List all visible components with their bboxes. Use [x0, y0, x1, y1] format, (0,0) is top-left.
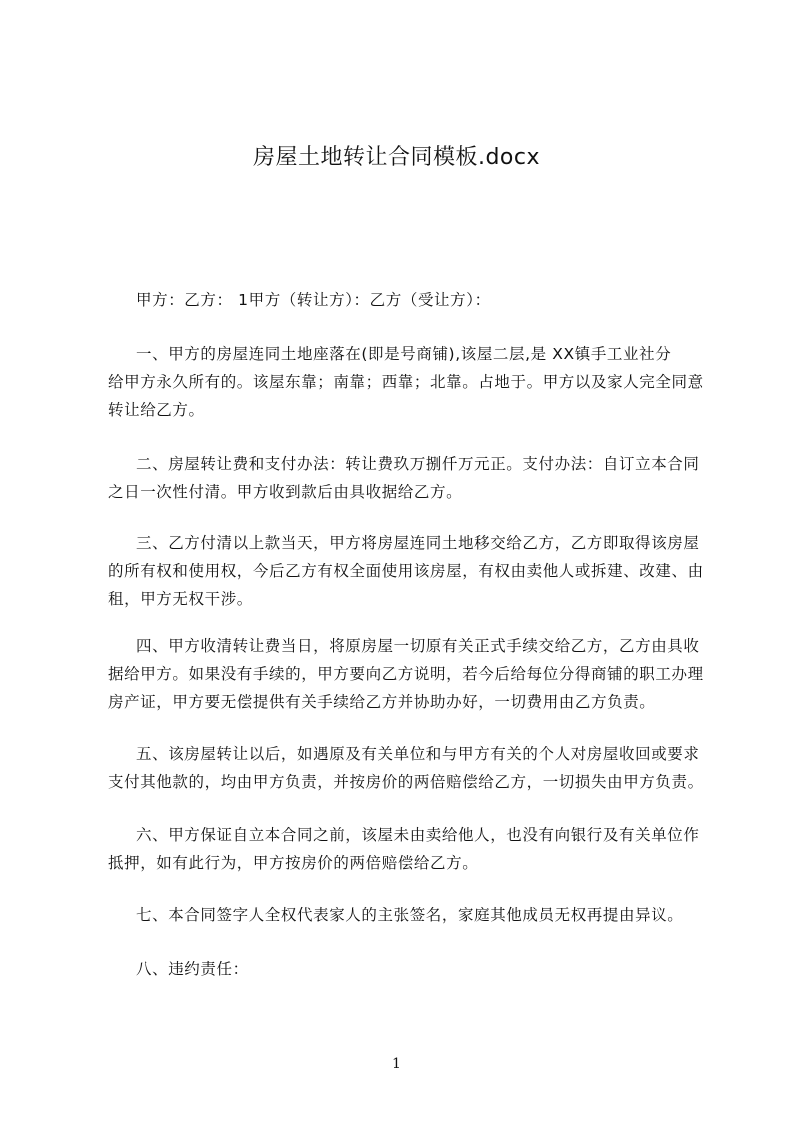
clause-line: 的所有权和使用权，今后乙方有权全面使用该房屋，有权由卖他人或拆建、改建、由 — [108, 562, 704, 580]
intro-paragraph — [108, 286, 700, 314]
intro-line: 甲方：乙方： 1甲方（转让方）：乙方（受让方）： — [136, 291, 491, 309]
clause-4 — [108, 632, 704, 716]
clause-2 — [108, 450, 700, 506]
clause-line: 之日一次性付清。甲方收到款后由具收据给乙方。 — [108, 483, 463, 501]
clause-line: 二、房屋转让费和支付办法：转让费玖万捌仟万元正。支付办法：自订立本合同 — [136, 455, 700, 473]
clause-line: 据给甲方。如果没有手续的，甲方要向乙方说明，若今后给每位分得商铺的职工办理 — [108, 665, 704, 683]
clause-line: 给甲方永久所有的。该屋东靠；南靠；西靠；北靠。占地于。甲方以及家人完全同意 — [108, 373, 704, 391]
clause-line: 房产证，甲方要无偿提供有关手续给乙方并协助办好，一切费用由乙方负责。 — [108, 693, 656, 711]
clause-7 — [108, 901, 700, 929]
clause-line: 一、甲方的房屋连同土地座落在(即是号商铺),该屋二层,是 XX镇手工业社分 — [136, 345, 672, 363]
clause-line: 八、违约责任： — [136, 960, 249, 978]
page-number: 1 — [392, 1056, 401, 1072]
clause-line: 五、该房屋转让以后，如遇原及有关单位和与甲方有关的个人对房屋收回或要求 — [136, 745, 700, 763]
clause-line: 转让给乙方。 — [108, 401, 205, 419]
clause-5 — [108, 740, 704, 796]
clause-line: 抵押，如有此行为，甲方按房价的两倍赔偿给乙方。 — [108, 854, 479, 872]
clause-8 — [108, 955, 700, 983]
clause-3 — [108, 529, 704, 613]
clause-line: 三、乙方付清以上款当天，甲方将房屋连同土地移交给乙方，乙方即取得该房屋 — [136, 534, 700, 552]
clause-line: 租，甲方无权干涉。 — [108, 590, 253, 608]
clause-line: 四、甲方收清转让费当日，将原房屋一切原有关正式手续交给乙方，乙方由具收 — [136, 637, 700, 655]
clause-6 — [108, 821, 700, 877]
clause-line: 七、本合同签字人全权代表家人的主张签名，家庭其他成员无权再提由异议。 — [136, 906, 684, 924]
document-title: 房屋土地转让合同模板.docx — [252, 145, 541, 170]
clause-line: 六、甲方保证自立本合同之前，该屋未由卖给他人，也没有向银行及有关单位作 — [136, 826, 700, 844]
clause-1 — [108, 340, 704, 424]
clause-line: 支付其他款的，均由甲方负责，并按房价的两倍赔偿给乙方，一切损失由甲方负责。 — [108, 773, 704, 791]
